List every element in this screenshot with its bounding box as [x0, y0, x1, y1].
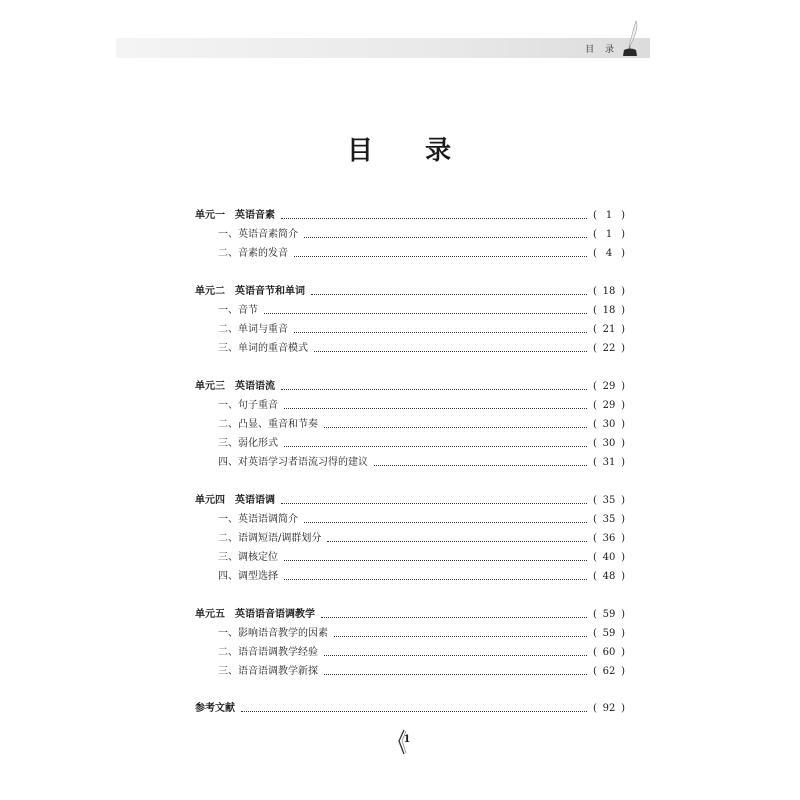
toc-entry-label: 一、句子重音: [218, 400, 278, 411]
toc-page-ref: [593, 493, 625, 509]
paren-close: ): [621, 229, 625, 240]
toc-sub-entry[interactable]: [218, 322, 625, 338]
toc-leader-dots: [374, 465, 587, 466]
paren-open: (: [593, 514, 597, 525]
toc-entry-label: 一、影响语音教学的因素: [218, 628, 328, 639]
toc-page-number: 18: [602, 286, 616, 297]
paren-open: (: [593, 419, 597, 430]
paren-close: ): [621, 400, 625, 411]
toc-sub-entry[interactable]: [218, 227, 625, 243]
toc-sub-entry[interactable]: [218, 246, 625, 262]
toc-entry-label: 一、英语语调简介: [218, 514, 298, 525]
paren-close: ): [621, 628, 625, 639]
toc-page-ref: [593, 531, 625, 547]
running-header: [116, 38, 650, 58]
running-header-label: 目 录: [585, 45, 618, 55]
paren-close: ): [621, 419, 625, 430]
toc-sub-entry[interactable]: [218, 303, 625, 319]
toc-leader-dots: [284, 560, 587, 561]
paren-close: ): [621, 210, 625, 221]
toc-entry-label: 二、语调短语/调群划分: [218, 533, 322, 544]
paren-close: ): [621, 305, 625, 316]
toc-leader-dots: [321, 617, 587, 618]
toc-page-ref: [593, 303, 625, 319]
toc-entry-label: 一、英语音素简介: [218, 229, 298, 240]
toc-page-ref: [593, 379, 625, 395]
toc-entry-label: 参考文献: [195, 703, 235, 714]
paren-close: ): [621, 533, 625, 544]
toc-leader-dots: [294, 256, 587, 257]
toc-leader-dots: [281, 503, 587, 504]
toc-page-ref: [593, 417, 625, 433]
quill-inkwell-icon: [620, 20, 642, 56]
toc-leader-dots: [324, 427, 587, 428]
toc-page-number: 62: [602, 666, 616, 677]
toc-page-ref: [593, 550, 625, 566]
toc-entry-label: 二、语音语调教学经验: [218, 647, 318, 658]
paren-close: ): [621, 343, 625, 354]
paren-open: (: [593, 210, 597, 221]
toc-page-ref: [593, 284, 625, 300]
toc-entry-label: 单元四 英语语调: [195, 495, 275, 506]
toc-page-ref: [593, 455, 625, 471]
toc-leader-dots: [304, 237, 587, 238]
toc-entry-label: 三、调核定位: [218, 552, 278, 563]
toc-page-number: 21: [602, 324, 616, 335]
toc-entry-label: 四、对英语学习者语流习得的建议: [218, 457, 368, 468]
toc-page-number: 29: [602, 400, 616, 411]
toc-entry-label: 三、弱化形式: [218, 438, 278, 449]
toc-entry-label: 单元二 英语音节和单词: [195, 286, 305, 297]
toc-page-number: 31: [602, 457, 616, 468]
toc-leader-dots: [334, 636, 587, 637]
toc-sub-entry[interactable]: [218, 398, 625, 414]
toc-page-number: 92: [602, 703, 616, 714]
toc-page-number: 48: [602, 571, 616, 582]
page-title-right: 录: [425, 136, 454, 166]
toc-leader-dots: [324, 674, 587, 675]
toc-unit-entry[interactable]: [195, 208, 625, 224]
toc-page-number: 30: [602, 438, 616, 449]
toc-entry-label: 二、单词与重音: [218, 324, 288, 335]
page-number-badge: [392, 727, 422, 757]
toc-leader-dots: [324, 655, 587, 656]
paren-close: ): [621, 514, 625, 525]
toc-page-ref: [593, 398, 625, 414]
paren-open: (: [593, 703, 597, 714]
paren-open: (: [593, 552, 597, 563]
paren-close: ): [621, 552, 625, 563]
paren-close: ): [621, 703, 625, 714]
toc-page-ref: [593, 208, 625, 224]
toc-sub-entry[interactable]: [218, 455, 625, 471]
toc-leader-dots: [294, 332, 587, 333]
toc-sub-entry[interactable]: [218, 436, 625, 452]
toc-sub-entry[interactable]: [218, 417, 625, 433]
toc-leader-dots: [264, 313, 587, 314]
toc-page-number: 36: [602, 533, 616, 544]
toc-page-number: 4: [605, 248, 613, 259]
paren-close: ): [621, 286, 625, 297]
paren-open: (: [593, 305, 597, 316]
page-title: [0, 130, 800, 167]
toc-entry-label: 单元三 英语语流: [195, 381, 275, 392]
paren-close: ): [621, 571, 625, 582]
toc-unit-entry[interactable]: [195, 284, 625, 300]
toc-page-ref: [593, 322, 625, 338]
paren-open: (: [593, 343, 597, 354]
toc-page-number: 59: [602, 628, 616, 639]
toc-page-number: 59: [602, 609, 616, 620]
toc-leader-dots: [314, 351, 587, 352]
paren-open: (: [593, 381, 597, 392]
paren-open: (: [593, 457, 597, 468]
toc-leader-dots: [241, 711, 587, 712]
toc-page-ref: [593, 246, 625, 262]
toc-page-ref: [593, 607, 625, 623]
paren-close: ): [621, 666, 625, 677]
toc-leader-dots: [304, 522, 587, 523]
toc-entry-label: 四、调型选择: [218, 571, 278, 582]
toc-page-number: 35: [602, 514, 616, 525]
toc-page-number: 35: [602, 495, 616, 506]
paren-open: (: [593, 400, 597, 411]
toc-page-ref: [593, 341, 625, 357]
paren-open: (: [593, 533, 597, 544]
toc-leader-dots: [284, 408, 587, 409]
toc-page-ref: [593, 436, 625, 452]
toc-sub-entry[interactable]: [218, 550, 625, 566]
toc-unit-entry[interactable]: [195, 607, 625, 623]
toc-entry-label: 单元五 英语语音语调教学: [195, 609, 315, 620]
page-number: 1: [403, 734, 411, 745]
toc-page-ref: [593, 645, 625, 661]
paren-close: ): [621, 438, 625, 449]
paren-open: (: [593, 229, 597, 240]
page-title-left: 目: [346, 136, 375, 166]
toc-sub-entry[interactable]: [218, 341, 625, 357]
toc-page-number: 1: [605, 210, 613, 221]
toc-page-number: 40: [602, 552, 616, 563]
paren-open: (: [593, 666, 597, 677]
toc-unit-entry[interactable]: [195, 701, 625, 717]
toc-page-ref: [593, 227, 625, 243]
paren-open: (: [593, 609, 597, 620]
paren-close: ): [621, 609, 625, 620]
paren-close: ): [621, 647, 625, 658]
toc-unit-entry[interactable]: [195, 379, 625, 395]
toc-page-ref: [593, 701, 625, 717]
toc-sub-entry[interactable]: [218, 531, 625, 547]
toc-entry-label: 单元一 英语音素: [195, 210, 275, 221]
toc-page-number: 22: [602, 343, 616, 354]
toc-page-ref: [593, 626, 625, 642]
toc-sub-entry[interactable]: [218, 626, 625, 642]
toc-entry-label: 一、音节: [218, 305, 258, 316]
toc-page-number: 30: [602, 419, 616, 430]
paren-close: ): [621, 457, 625, 468]
toc-leader-dots: [281, 218, 587, 219]
toc-sub-entry[interactable]: [218, 664, 625, 680]
paren-close: ): [621, 495, 625, 506]
toc-sub-entry[interactable]: [218, 569, 625, 585]
toc-entry-label: 二、音素的发音: [218, 248, 288, 259]
toc-sub-entry[interactable]: [218, 645, 625, 661]
toc-leader-dots: [284, 446, 587, 447]
toc-page-ref: [593, 569, 625, 585]
toc-page-number: 1: [605, 229, 613, 240]
paren-open: (: [593, 324, 597, 335]
toc-entry-label: 二、凸显、重音和节奏: [218, 419, 318, 430]
toc-page-number: 60: [602, 647, 616, 658]
paren-open: (: [593, 628, 597, 639]
toc-leader-dots: [281, 389, 587, 390]
toc-leader-dots: [327, 541, 587, 542]
paren-open: (: [593, 571, 597, 582]
toc-leader-dots: [284, 579, 587, 580]
toc-page-number: 29: [602, 381, 616, 392]
paren-open: (: [593, 438, 597, 449]
paren-open: (: [593, 286, 597, 297]
toc-page-number: 18: [602, 305, 616, 316]
toc-sub-entry[interactable]: [218, 512, 625, 528]
toc-entry-label: 三、单词的重音模式: [218, 343, 308, 354]
paren-close: ): [621, 381, 625, 392]
paren-open: (: [593, 647, 597, 658]
paren-open: (: [593, 248, 597, 259]
paren-close: ): [621, 248, 625, 259]
toc-page-ref: [593, 664, 625, 680]
paren-open: (: [593, 495, 597, 506]
toc-unit-entry[interactable]: [195, 493, 625, 509]
toc-entry-label: 三、语音语调教学新探: [218, 666, 318, 677]
toc-leader-dots: [311, 294, 587, 295]
paren-close: ): [621, 324, 625, 335]
toc-page-ref: [593, 512, 625, 528]
